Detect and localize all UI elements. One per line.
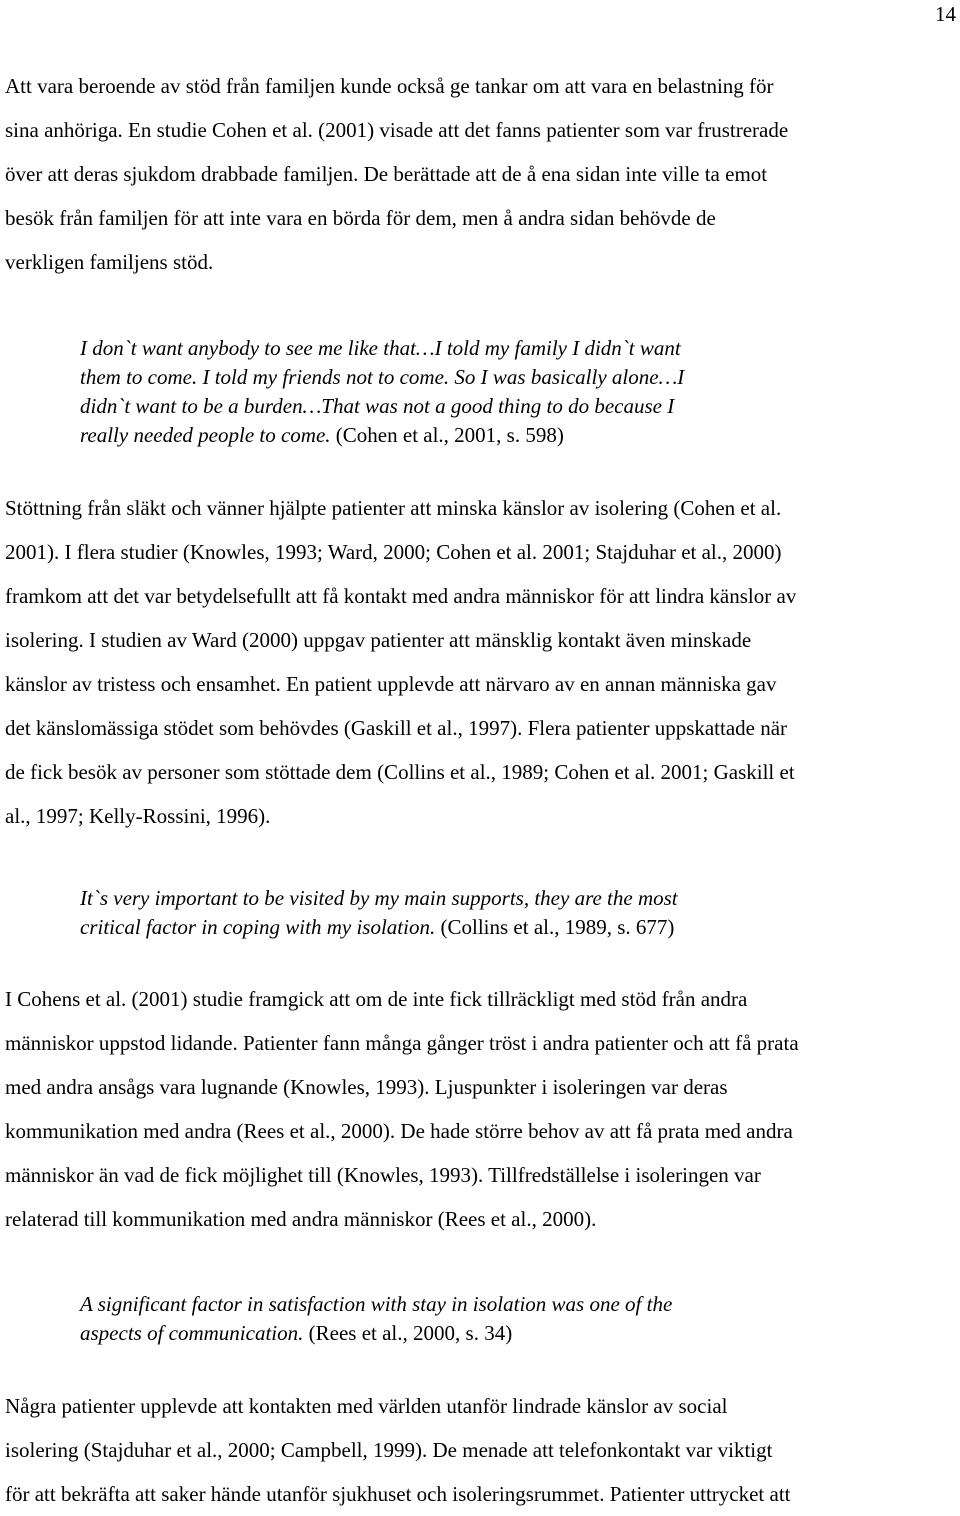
quote-text: didn`t want to be a burden…That was not a good thing to do because I: [80, 394, 675, 418]
block-quote: [80, 884, 860, 942]
paragraph-line: framkom att det var betydelsefullt att få kontakt med andra människor för att lindra känslor av: [5, 584, 797, 608]
paragraph-line: människor än vad de fick möjlighet till (Knowles, 1993). Tillfredställelse i isoleringen var: [5, 1163, 761, 1187]
quote-line: [80, 1290, 860, 1319]
paragraph-line: sina anhöriga. En studie Cohen et al. (2001) visade att det fanns patienter som var frustrerade: [5, 118, 789, 142]
quote-text: really needed people to come.: [80, 423, 331, 447]
paragraph-line: isolering (Stajduhar et al., 2000; Campbell, 1999). De menade att telefonkontakt var viktigt: [5, 1438, 773, 1462]
paragraph-line: isolering. I studien av Ward (2000) uppgav patienter att mänsklig kontakt även minskade: [5, 628, 752, 652]
paragraph-line: 2001). I flera studier (Knowles, 1993; Ward, 2000; Cohen et al. 2001; Stajduhar et al., 2000): [5, 540, 782, 564]
body-paragraph: [5, 64, 957, 284]
quote-line: [80, 913, 860, 942]
paragraph-line: känslor av tristess och ensamhet. En patient upplevde att närvaro av en annan människa gav: [5, 672, 777, 696]
block-quote: [80, 1290, 860, 1348]
paragraph-line: besök från familjen för att inte vara en börda för dem, men å andra sidan behövde de: [5, 206, 716, 230]
quote-text: them to come. I told my friends not to come. So I was basically alone…I: [80, 365, 685, 389]
paragraph-line: I Cohens et al. (2001) studie framgick att om de inte fick tillräckligt med stöd från andra: [5, 987, 748, 1011]
quote-text: aspects of communication.: [80, 1321, 304, 1345]
paragraph-line: relaterad till kommunikation med andra människor (Rees et al., 2000).: [5, 1207, 597, 1231]
paragraph-line: över att deras sjukdom drabbade familjen. De berättade att de å ena sidan inte ville ta emot: [5, 162, 768, 186]
quote-citation: (Rees et al., 2000, s. 34): [303, 1321, 513, 1345]
paragraph-line: Några patienter upplevde att kontakten med världen utanför lindrade känslor av social: [5, 1394, 728, 1418]
paragraph-line: med andra ansågs vara lugnande (Knowles, 1993). Ljuspunkter i isoleringen var deras: [5, 1075, 728, 1099]
quote-text: critical factor in coping with my isolation.: [80, 915, 436, 939]
block-quote: [80, 334, 860, 450]
quote-line: [80, 884, 860, 913]
body-paragraph: [5, 977, 957, 1241]
paragraph-line: det känslomässiga stödet som behövdes (Gaskill et al., 1997). Flera patienter uppskattade när: [5, 716, 788, 740]
quote-text: I don`t want anybody to see me like that…I told my family I didn`t want: [80, 336, 681, 360]
page-number: 14: [935, 2, 956, 26]
paragraph-line: al., 1997; Kelly-Rossini, 1996).: [5, 804, 271, 828]
quote-line: [80, 363, 860, 392]
quote-line: [80, 392, 860, 421]
paragraph-line: de fick besök av personer som stöttade dem (Collins et al., 1989; Cohen et al. 2001; Gaskill et: [5, 760, 795, 784]
body-paragraph: [5, 486, 957, 838]
quote-line: [80, 1319, 860, 1348]
paragraph-line: Stöttning från släkt och vänner hjälpte patienter att minska känslor av isolering (Cohen et al.: [5, 496, 782, 520]
quote-text: A significant factor in satisfaction with stay in isolation was one of the: [80, 1292, 673, 1316]
quote-citation: (Cohen et al., 2001, s. 598): [330, 423, 564, 447]
quote-text: It`s very important to be visited by my main supports, they are the most: [80, 886, 678, 910]
paragraph-line: Att vara beroende av stöd från familjen kunde också ge tankar om att vara en belastning för: [5, 74, 774, 98]
body-paragraph: [5, 1384, 957, 1516]
paragraph-line: för att bekräfta att saker hände utanför sjukhuset och isoleringsrummet. Patienter uttrycket att: [5, 1482, 791, 1506]
quote-line: [80, 334, 860, 363]
quote-line: [80, 421, 860, 450]
quote-citation: (Collins et al., 1989, s. 677): [435, 915, 675, 939]
paragraph-line: människor uppstod lidande. Patienter fann många gånger tröst i andra patienter och att få prata: [5, 1031, 799, 1055]
paragraph-line: kommunikation med andra (Rees et al., 2000). De hade större behov av att få prata med andra: [5, 1119, 793, 1143]
paragraph-line: verkligen familjens stöd.: [5, 250, 214, 274]
